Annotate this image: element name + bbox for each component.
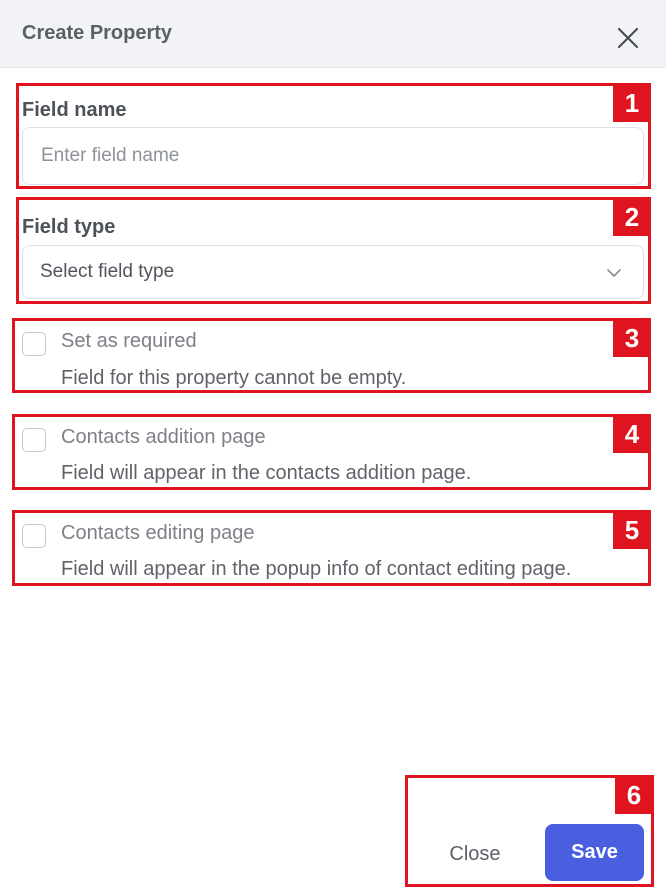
dialog-title: Create Property [22, 22, 173, 44]
contacts-editing-option-description: Field will appear in the popup info of contact editing page. [61, 558, 572, 580]
required-option-description: Field for this property cannot be empty. [61, 367, 407, 389]
contacts-addition-option-description: Field will appear in the contacts addition page. [61, 462, 472, 484]
close-icon[interactable] [612, 22, 644, 54]
field-name-label: Field name [22, 99, 127, 121]
callout-badge-3: 3 [613, 319, 651, 357]
callout-box-3 [12, 318, 651, 393]
required-option-title: Set as required [61, 330, 197, 352]
callout-box-2 [16, 197, 651, 304]
callout-badge-5: 5 [613, 511, 651, 549]
contacts-addition-option-title: Contacts addition page [61, 426, 266, 448]
field-type-label: Field type [22, 216, 116, 238]
callout-badge-6: 6 [615, 776, 653, 814]
contacts-editing-option-title: Contacts editing page [61, 522, 255, 544]
callout-badge-4: 4 [613, 415, 651, 453]
dialog-header [0, 0, 666, 68]
close-button[interactable]: Close [432, 832, 518, 876]
callout-box-4 [12, 414, 651, 490]
callout-box-5 [12, 510, 651, 586]
field-type-selected-value: Select field type [40, 261, 175, 282]
save-button[interactable]: Save [545, 824, 644, 881]
callout-badge-1: 1 [613, 84, 651, 122]
callout-badge-2: 2 [613, 198, 651, 236]
callout-box-1 [16, 83, 651, 189]
